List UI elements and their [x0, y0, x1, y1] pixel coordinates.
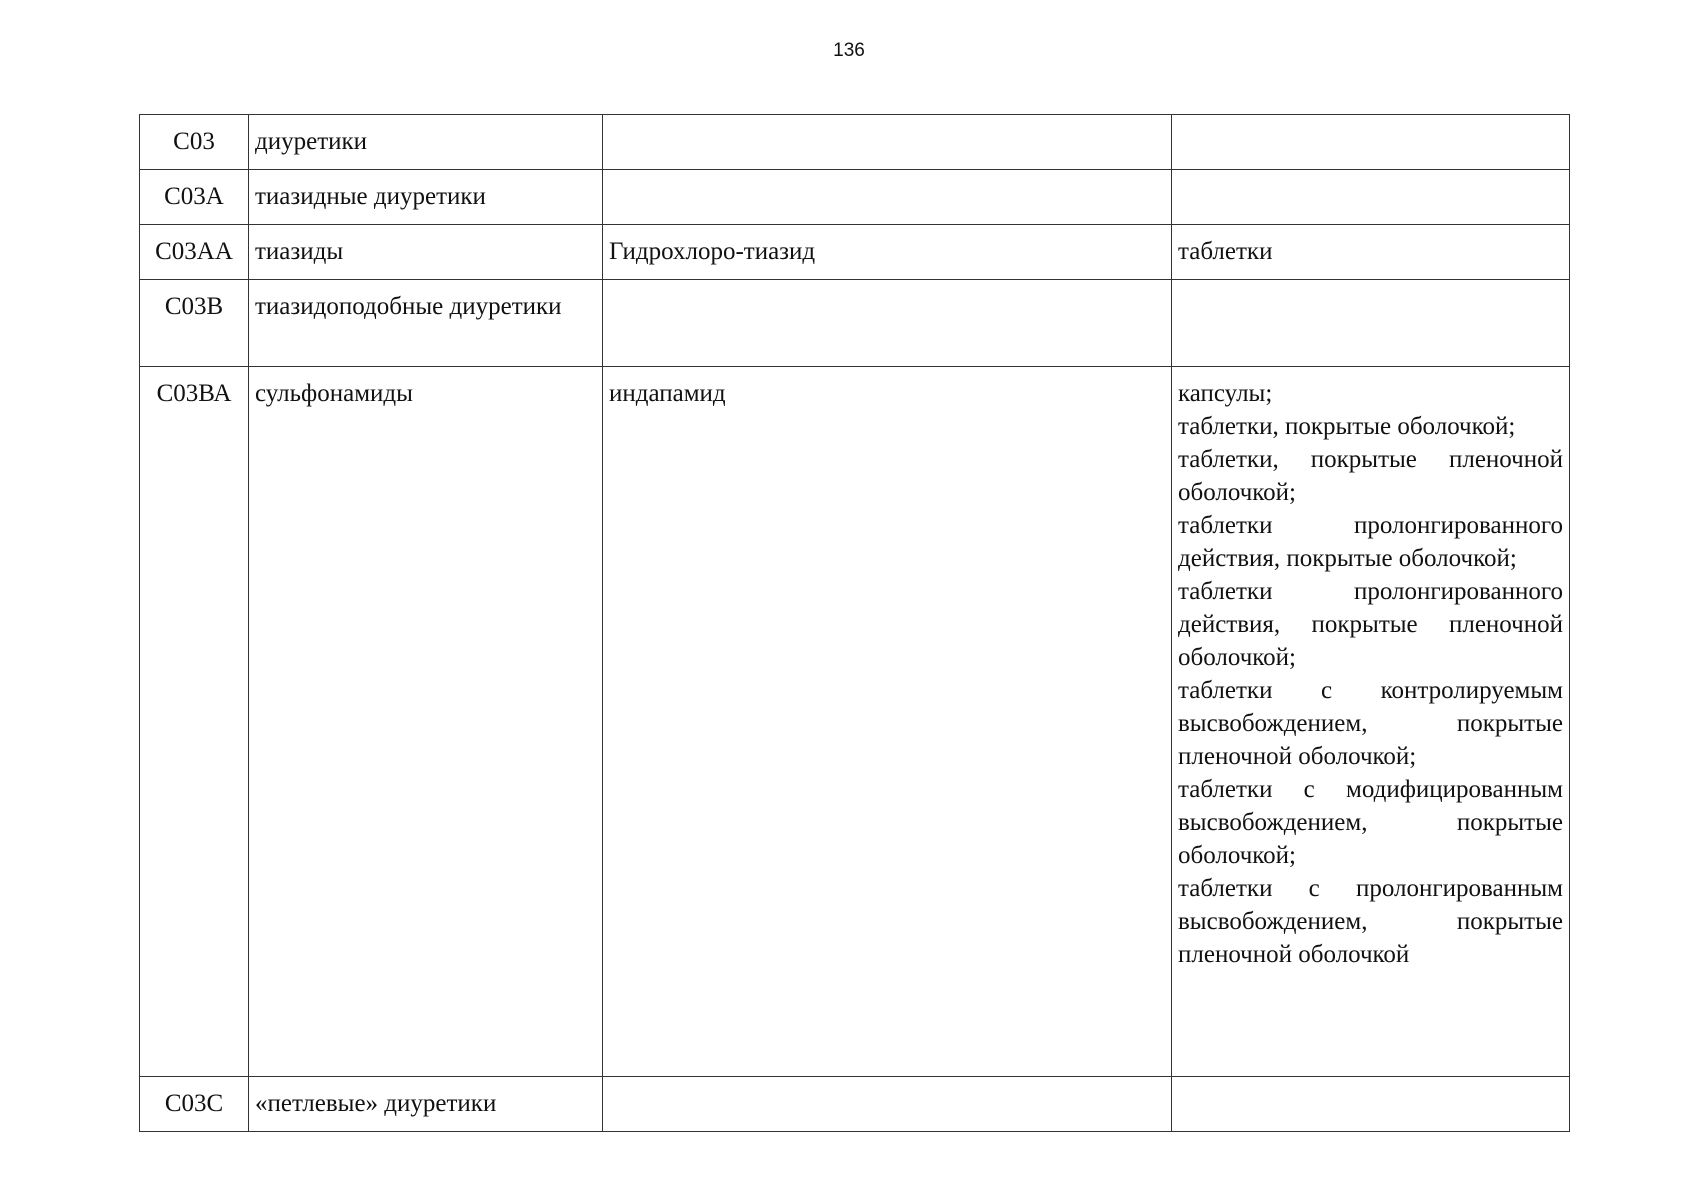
group-name-cell: тиазиды: [249, 225, 603, 280]
dosage-form-item: таблетки с модифицированным высвобождением, покрытые оболочкой;: [1178, 776, 1563, 869]
dosage-form-item: таблетки пролонгированного действия, покрытые оболочкой;: [1178, 512, 1563, 572]
dosage-form-cell: [1172, 170, 1570, 225]
atc-code-cell: С03АА: [140, 225, 249, 280]
inn-cell: [603, 1077, 1172, 1132]
atc-code-cell: С03В: [140, 280, 249, 367]
group-name-cell: сульфонамиды: [249, 367, 603, 1077]
inn-cell: [603, 170, 1172, 225]
atc-code-cell: С03: [140, 115, 249, 170]
table-row: [140, 115, 1570, 170]
dosage-form-cell: [1172, 280, 1570, 367]
dosage-form-item: капсулы;: [1178, 380, 1273, 407]
inn-cell: [603, 280, 1172, 367]
dosage-form-item: таблетки, покрытые пленочной оболочкой;: [1178, 446, 1563, 506]
inn-cell: [603, 115, 1172, 170]
table-row: [140, 1077, 1570, 1132]
inn-cell: индапамид: [603, 367, 1172, 1077]
atc-code-cell: С03А: [140, 170, 249, 225]
table-row: [140, 280, 1570, 367]
dosage-form-cell: [1172, 225, 1570, 280]
group-name-cell: тиазидоподобные диуретики: [249, 280, 603, 367]
inn-cell: Гидрохлоро-тиазид: [603, 225, 1172, 280]
atc-code-cell: С03ВА: [140, 367, 249, 1077]
dosage-form-item: таблетки: [1178, 238, 1273, 265]
dosage-form-item: таблетки с пролонгированным высвобождением, покрытые пленочной оболочкой: [1178, 875, 1563, 968]
dosage-form-cell: [1172, 367, 1570, 1077]
table-row: [140, 367, 1570, 1077]
dosage-form-cell: [1172, 1077, 1570, 1132]
dosage-form-item: таблетки с контролируемым высвобождением, покрытые пленочной оболочкой;: [1178, 677, 1563, 770]
table-row: [140, 170, 1570, 225]
group-name-cell: «петлевые» диуретики: [249, 1077, 603, 1132]
dosage-form-cell: [1172, 115, 1570, 170]
group-name-cell: диуретики: [249, 115, 603, 170]
atc-code-cell: С03С: [140, 1077, 249, 1132]
atc-drug-table: [139, 114, 1570, 1132]
page-number: 136: [833, 40, 865, 61]
table-row: [140, 225, 1570, 280]
dosage-form-item: таблетки, покрытые оболочкой;: [1178, 413, 1516, 440]
group-name-cell: тиазидные диуретики: [249, 170, 603, 225]
dosage-form-item: таблетки пролонгированного действия, покрытые пленочной оболочкой;: [1178, 578, 1563, 671]
